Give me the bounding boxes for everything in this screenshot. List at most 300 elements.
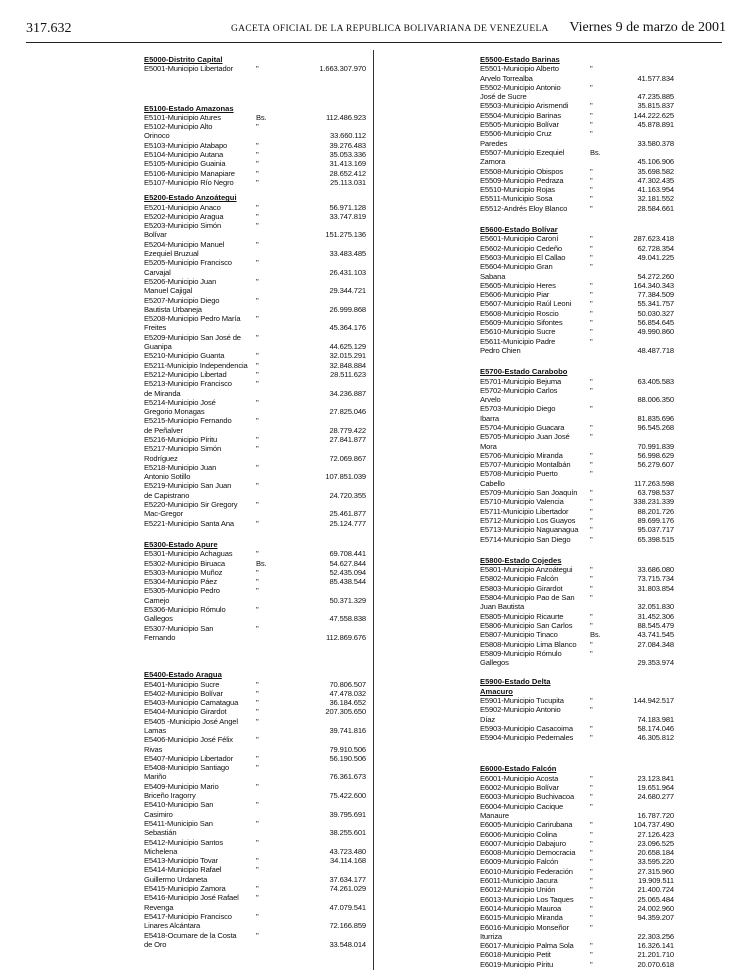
currency-mark: " (590, 120, 593, 130)
currency-mark: " (256, 549, 259, 559)
currency-mark: " (256, 416, 259, 426)
municipio-name: E5709-Municipio San Joaquín (480, 488, 578, 498)
currency-mark: " (590, 450, 593, 460)
state-title: E5900-Estado Delta Amacuro (480, 677, 551, 696)
municipio-name: E5902-Municipio Antonio Díaz (480, 705, 561, 724)
amount-value: 50.371.329 (329, 595, 366, 605)
amount-value: 89.699.176 (637, 515, 674, 525)
amount-value: 28.779.422 (329, 425, 366, 435)
currency-mark: " (590, 941, 593, 951)
currency-mark: " (256, 567, 259, 577)
currency-mark: " (590, 913, 593, 923)
municipio-row (144, 800, 366, 819)
amount-value: 41.577.834 (637, 73, 674, 83)
amount-value: 112.486.923 (325, 112, 366, 122)
municipio-name: E5101-Municipio Atures (144, 112, 221, 122)
municipio-name: E5307-Municipio San Fernando (144, 623, 214, 642)
currency-mark: " (590, 194, 593, 204)
municipio-name: E5406-Municipio José Félix Rivas (144, 735, 233, 754)
municipio-row (480, 621, 674, 630)
currency-mark: " (590, 506, 593, 516)
amount-value: 43.723.480 (329, 846, 366, 856)
amount-value: 35.698.582 (637, 166, 674, 176)
municipio-name: E5704-Municipio Guacara (480, 422, 565, 432)
state-title: E5000-Distrito Capital (144, 55, 223, 64)
municipio-name: E5217-Municipio Simón Rodríguez (144, 444, 222, 463)
municipio-row (144, 689, 366, 698)
municipio-row (480, 460, 674, 469)
municipio-name: E5901-Municipio Tucupita (480, 696, 564, 705)
left-column (144, 55, 366, 949)
currency-mark: " (256, 781, 259, 791)
municipio-name: E5304-Municipio Páez (144, 577, 217, 587)
currency-mark: " (256, 707, 259, 717)
currency-mark: " (590, 820, 593, 830)
amount-value: 19.909.511 (638, 876, 674, 886)
currency-mark: " (590, 848, 593, 858)
municipio-name: E5105-Municipio Guainia (144, 159, 226, 169)
amount-value: 65.398.515 (637, 534, 674, 544)
amount-value: 23.096.525 (637, 838, 674, 848)
currency-mark: " (256, 518, 259, 528)
state-title: E5100-Estado Amazonas (144, 103, 234, 113)
municipio-name: E5103-Municipio Atabapo (144, 140, 228, 150)
municipio-row (480, 593, 674, 612)
currency-mark: " (256, 586, 259, 596)
currency-mark: " (590, 422, 593, 432)
municipio-row (480, 309, 674, 318)
amount-value: 39.276.483 (329, 140, 366, 150)
currency-mark: " (256, 753, 259, 763)
currency-mark: " (590, 639, 593, 649)
amount-value: 48.487.718 (637, 345, 674, 355)
municipio-row (144, 444, 366, 463)
currency-mark: " (590, 203, 593, 213)
amount-value: 20.658.184 (637, 848, 674, 858)
municipio-name: E5711-Municipio Libertador (480, 506, 569, 516)
currency-mark: " (256, 679, 259, 689)
amount-value: 27.315.960 (637, 866, 674, 876)
currency-mark: " (256, 688, 259, 698)
state-title: E5300-Estado Apure (144, 539, 218, 549)
municipio-row (144, 203, 366, 212)
amount-value: 55.341.757 (637, 299, 674, 309)
municipio-row (144, 763, 366, 782)
amount-value: 73.715.734 (637, 574, 674, 584)
municipio-name: E5503-Municipio Arismendi (480, 101, 569, 111)
municipio-name: E6017-Municipio Palma Sola (480, 941, 574, 951)
amount-value: 88.545.479 (637, 620, 674, 630)
municipio-row (480, 941, 674, 950)
currency-mark: " (256, 434, 259, 444)
amount-value: 34.114.168 (330, 856, 366, 866)
currency-mark: " (590, 593, 593, 603)
municipio-name: E6001-Municipio Acosta (480, 773, 559, 783)
amount-value: 21.201.710 (637, 950, 674, 960)
state-title: E5500-Estado Barinas (480, 55, 560, 64)
municipio-name: E5809-Municipio Rómulo Gallegos (480, 648, 562, 668)
municipio-row (480, 630, 674, 639)
municipio-name: E5404-Municipio Girardot (144, 707, 227, 717)
municipio-name: E5611-Municipio Padre Pedro Chien (480, 336, 556, 355)
currency-mark: " (590, 336, 593, 346)
municipio-row (144, 240, 366, 259)
amount-value: 33.483.485 (329, 249, 366, 259)
currency-mark: " (590, 318, 593, 328)
currency-mark: " (590, 404, 593, 414)
municipio-row (144, 707, 366, 716)
municipio-name: E5416-Municipio José Rafael Revenga (144, 893, 239, 912)
amount-value: 25.113.031 (330, 177, 366, 187)
municipio-row (144, 435, 366, 444)
amount-value: 32.181.552 (637, 194, 674, 204)
currency-mark: " (256, 577, 259, 587)
municipio-name: E5608-Municipio Roscio (480, 308, 559, 318)
municipio-row (480, 774, 674, 783)
amount-value: 56.971.128 (329, 202, 366, 212)
municipio-name: E6011-Municipio Jacura (480, 876, 558, 886)
municipio-name: E5606-Municipio Piar (480, 290, 550, 300)
amount-value: 85.438.544 (329, 577, 366, 587)
municipio-name: E5804-Municipio Pao de San Juan Bautista (480, 593, 575, 612)
municipio-row (144, 212, 366, 221)
municipio-row (144, 754, 366, 763)
amount-value: 23.123.841 (637, 773, 674, 783)
amount-value: 88.201.726 (637, 506, 674, 516)
municipio-row (144, 277, 366, 296)
municipio-name: E5301-Municipio Achaguas (144, 549, 233, 559)
currency-mark: " (256, 258, 259, 268)
municipio-name: E6002-Municipio Bolívar (480, 783, 559, 793)
municipio-row (480, 234, 674, 243)
currency-mark: " (590, 857, 593, 867)
municipio-row (480, 120, 674, 129)
state-section (144, 104, 366, 188)
currency-mark: " (590, 705, 593, 715)
currency-mark: " (256, 698, 259, 708)
amount-value: 56.998.629 (637, 450, 674, 460)
amount-value: 47.478.032 (329, 688, 366, 698)
amount-value: 27.126.423 (637, 829, 674, 839)
state-title: E5400-Estado Aragua (144, 670, 222, 680)
state-title: E5200-Estado Anzoátegui (144, 193, 237, 203)
municipio-row (480, 101, 674, 110)
currency-mark: " (256, 276, 259, 286)
municipio-row (480, 565, 674, 574)
currency-mark: " (256, 202, 259, 212)
municipio-name: E5107-Municipio Río Negro (144, 177, 234, 187)
municipio-row (480, 820, 674, 829)
municipio-name: E5001-Municipio Libertador (144, 64, 233, 74)
municipio-name: E5409-Municipio Mario Briceño Iragorry (144, 781, 219, 801)
municipio-row (480, 535, 674, 544)
municipio-row (480, 176, 674, 185)
municipio-row (144, 370, 366, 379)
currency-mark: " (256, 140, 259, 150)
municipio-row (144, 122, 366, 141)
amount-value: 144.942.517 (633, 696, 674, 705)
amount-value: 70.806.507 (329, 679, 366, 689)
state-title: E5800-Estado Cojedes (480, 555, 562, 565)
currency-mark: " (590, 773, 593, 783)
amount-value: 39.741.816 (329, 726, 366, 735)
municipio-name: E5708-Municipio Puerto Cabello (480, 469, 558, 488)
municipio-name: E5401-Municipio Sucre (144, 679, 220, 689)
municipio-name: E5706-Municipio Miranda (480, 450, 563, 460)
currency-mark: " (590, 959, 593, 969)
amount-value: 37.634.177 (329, 874, 366, 884)
municipio-row (480, 507, 674, 516)
state-title: E6000-Estado Falcón (480, 764, 557, 774)
currency-mark: " (590, 620, 593, 630)
municipio-row (480, 404, 674, 423)
municipio-row (480, 64, 674, 83)
currency-mark: " (590, 583, 593, 593)
amount-value: 25.065.484 (637, 894, 674, 904)
currency-mark: Bs. (590, 630, 601, 640)
municipio-row (144, 605, 366, 624)
municipio-name: E5403-Municipio Camatagua (144, 698, 239, 708)
municipio-row (480, 290, 674, 299)
municipio-row (144, 159, 366, 168)
currency-mark: " (256, 605, 259, 615)
currency-mark: " (590, 166, 593, 176)
municipio-row (480, 612, 674, 621)
municipio-name: E5808-Municipio Lima Blanco (480, 639, 577, 649)
municipio-row (480, 83, 674, 102)
currency-mark: " (590, 733, 593, 743)
municipio-name: E5603-Municipio El Callao (480, 252, 566, 262)
municipio-row (480, 281, 674, 290)
currency-mark: " (590, 876, 593, 886)
currency-mark: " (256, 800, 259, 810)
amount-value: 69.708.441 (329, 549, 366, 559)
amount-value: 24.002.960 (637, 903, 674, 913)
currency-mark: " (256, 369, 259, 379)
amount-value: 63.405.583 (637, 376, 674, 386)
municipio-name: E5201-Municipio Anaco (144, 202, 221, 212)
amount-value: 96.545.268 (637, 422, 674, 432)
municipio-row (480, 876, 674, 885)
municipio-name: E5801-Municipio Anzoátegui (480, 565, 573, 575)
amount-value: 33.686.080 (637, 565, 674, 575)
currency-mark: " (590, 497, 593, 507)
municipio-name: E5408-Municipio Santiago Mariño (144, 763, 230, 782)
amount-value: 24.720.355 (329, 490, 366, 500)
currency-mark: " (590, 534, 593, 544)
municipio-name: E6014-Municipio Mauroa (480, 903, 562, 913)
state-section (480, 225, 674, 355)
amount-value: 35.815.837 (637, 101, 674, 111)
municipio-name: E5213-Municipio Francisco de Miranda (144, 379, 232, 398)
municipio-name: E6019-Municipio Píritu (480, 959, 554, 969)
municipio-row (480, 792, 674, 801)
municipio-row (480, 516, 674, 525)
municipio-name: E5206-Municipio Juan Manuel Cajigal (144, 276, 217, 296)
currency-mark: " (256, 500, 259, 510)
amount-value: 46.305.812 (637, 733, 674, 743)
municipio-name: E5802-Municipio Falcón (480, 574, 559, 584)
municipio-row (144, 884, 366, 893)
amount-value: 50.030.327 (637, 308, 674, 318)
municipio-row (480, 904, 674, 913)
amount-value: 77.384.509 (637, 290, 674, 300)
municipio-name: E5512-Andrés Eloy Blanco (480, 203, 568, 213)
municipio-name: E5216-Municipio Píritu (144, 434, 218, 444)
amount-value: 26.999.868 (329, 304, 366, 314)
currency-mark: " (590, 385, 593, 395)
currency-mark: " (256, 462, 259, 472)
state-title: E5600-Estado Bolívar (480, 225, 558, 235)
amount-value: 56.190.506 (329, 753, 366, 763)
amount-value: 16.326.141 (637, 941, 674, 951)
currency-mark: " (590, 175, 593, 185)
municipio-name: E5604-Municipio Gran Sabana (480, 262, 553, 281)
amount-value: 47.235.885 (637, 92, 674, 102)
amount-value: 39.795.691 (329, 809, 366, 819)
municipio-row (144, 698, 366, 707)
currency-mark: " (256, 314, 259, 324)
municipio-row (480, 923, 674, 942)
amount-value: 79.910.506 (329, 744, 366, 754)
amount-value: 25.124.777 (329, 518, 366, 528)
municipio-name: E6013-Municipio Los Taques (480, 894, 574, 904)
municipio-row (480, 497, 674, 506)
currency-mark: " (256, 332, 259, 342)
state-section (480, 55, 674, 213)
currency-mark: " (256, 239, 259, 249)
municipio-name: E5405 -Municipio José Angel Lamas (144, 716, 238, 735)
municipio-name: E5610-Municipio Sucre (480, 327, 556, 337)
municipio-row (480, 848, 674, 857)
municipio-row (144, 314, 366, 333)
amount-value: 35.053.336 (329, 150, 366, 160)
municipio-name: E5504-Municipio Barinas (480, 110, 561, 120)
municipio-row (480, 857, 674, 866)
currency-mark: " (590, 290, 593, 300)
municipio-name: E5220-Municipio Sir Gregory Mac-Gregor (144, 500, 238, 519)
amount-value: 76.361.673 (329, 772, 366, 782)
currency-mark: " (590, 792, 593, 802)
municipio-name: E5202-Municipio Aragua (144, 211, 224, 221)
municipio-row (480, 488, 674, 497)
currency-mark: " (256, 716, 259, 726)
municipio-name: E5102-Municipio Alto Orinoco (144, 122, 213, 141)
currency-mark: " (590, 262, 593, 272)
amount-value: 26.431.103 (329, 267, 366, 277)
municipio-name: E5303-Municipio Muñoz (144, 567, 223, 577)
currency-mark: " (256, 865, 259, 875)
amount-value: 62.728.354 (637, 243, 674, 253)
currency-mark: " (590, 460, 593, 470)
municipio-name: E5705-Municipio Juan José Mora (480, 432, 570, 451)
municipio-row (480, 802, 674, 821)
currency-mark: " (590, 488, 593, 498)
currency-mark: " (256, 177, 259, 187)
municipio-name: E5707-Municipio Montalbán (480, 460, 571, 470)
amount-value: 32.051.830 (637, 602, 674, 612)
municipio-row (480, 244, 674, 253)
municipio-name: E5412-Municipio Santos Michelena (144, 837, 224, 856)
amount-value: 32.848.884 (329, 360, 366, 370)
municipio-row (144, 221, 366, 240)
municipio-row (144, 559, 366, 568)
municipio-row (144, 577, 366, 586)
currency-mark: " (590, 243, 593, 253)
currency-mark: " (256, 122, 259, 132)
municipio-row (480, 867, 674, 876)
municipio-row (144, 258, 366, 277)
municipio-row (144, 519, 366, 528)
municipio-row (480, 574, 674, 583)
currency-mark: " (590, 950, 593, 960)
municipio-name: E5903-Municipio Casacoima (480, 723, 573, 733)
municipio-row (480, 111, 674, 120)
municipio-row (144, 481, 366, 500)
municipio-name: E5803-Municipio Girardot (480, 583, 563, 593)
municipio-row (480, 185, 674, 194)
currency-mark: " (590, 280, 593, 290)
municipio-name: E6012-Municipio Unión (480, 885, 556, 895)
amount-value: 47.302.435 (637, 175, 674, 185)
municipio-row (144, 463, 366, 482)
municipio-row (144, 838, 366, 857)
page-header (26, 18, 726, 40)
amount-value: 74.183.981 (637, 714, 674, 724)
currency-mark: " (590, 723, 593, 733)
municipio-name: E5417-Municipio Francisco Linares Alcántara (144, 911, 232, 931)
amount-value: 33.595.220 (637, 857, 674, 867)
currency-mark: " (590, 922, 593, 932)
municipio-name: E5214-Municipio José Gregorio Monagas (144, 397, 216, 417)
municipio-name: E6003-Municipio Buchivacoa (480, 792, 575, 802)
currency-mark: " (590, 101, 593, 111)
municipio-name: E5106-Municipio Manapiare (144, 168, 235, 178)
municipio-row (144, 416, 366, 435)
header-rule (26, 42, 722, 43)
municipio-name: E5415-Municipio Zamora (144, 884, 226, 894)
currency-mark: " (256, 211, 259, 221)
amount-value: 41.163.954 (637, 185, 674, 195)
municipio-name: E5218-Municipio Juan Antonio Sotillo (144, 462, 217, 482)
municipio-row (144, 912, 366, 931)
municipio-name: E6007-Municipio Dabajuro (480, 838, 566, 848)
currency-mark: " (590, 308, 593, 318)
municipio-name: E5305-Municipio Pedro Camejo (144, 586, 220, 605)
municipio-row (144, 64, 366, 73)
amount-value: 151.275.136 (325, 230, 366, 240)
amount-value: 47.079.541 (329, 902, 366, 912)
amount-value: 44.625.129 (329, 342, 366, 352)
amount-value: 31.803.854 (637, 583, 674, 593)
municipio-row (480, 895, 674, 904)
amount-value: 20.070.618 (637, 959, 674, 969)
municipio-name: E5209-Municipio San José de Guanipa (144, 332, 241, 352)
municipio-name: E5413-Municipio Tovar (144, 856, 218, 866)
currency-mark: " (256, 735, 259, 745)
currency-mark: " (256, 893, 259, 903)
municipio-row (480, 724, 674, 733)
municipio-row (144, 856, 366, 865)
currency-mark: " (256, 379, 259, 389)
municipio-row (480, 423, 674, 432)
municipio-name: E5602-Municipio Cedeño (480, 243, 562, 253)
currency-mark: " (590, 185, 593, 195)
municipio-row (144, 379, 366, 398)
currency-mark: " (256, 856, 259, 866)
amount-value: 63.798.537 (637, 488, 674, 498)
municipio-row (144, 624, 366, 643)
